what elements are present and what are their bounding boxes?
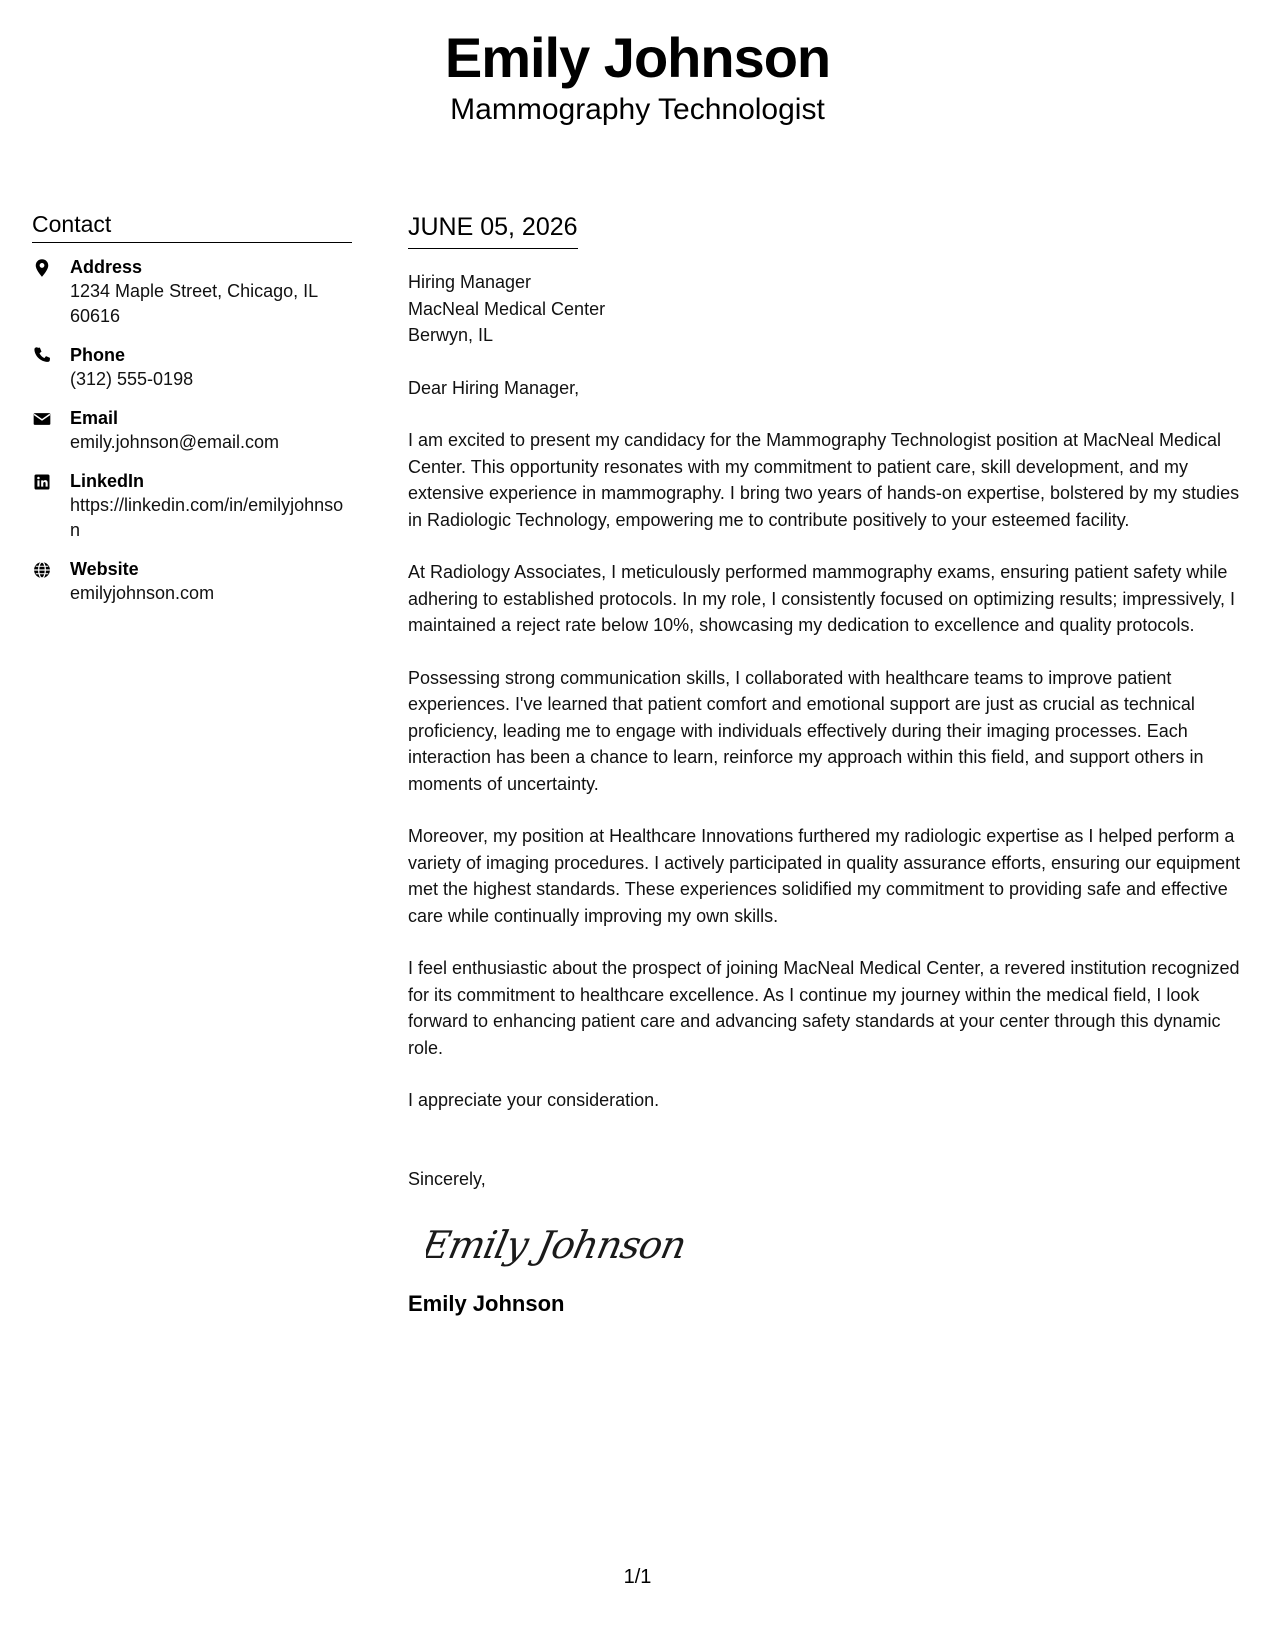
website-value[interactable]: emilyjohnson.com	[70, 583, 215, 603]
letter-date: JUNE 05, 2026	[408, 210, 578, 249]
paragraph: Possessing strong communication skills, I collaborated with healthcare teams to improve patient experiences. I've learned that patient comfort and emotional support are just as crucial as technical proficiency, leading me to engage with individuals effectively during their imaging processes. Each interaction has been a chance to learn, reinforce my approach within this field, and support others in moments of uncertainty.	[408, 667, 1204, 794]
paragraph: I feel enthusiastic about the prospect of joining MacNeal Medical Center, a revered institution recognized for its commitment to healthcare excellence. As I continue my journey within the medical field, I look forward to enhancing patient care and advancing safety standards at your center through this dynamic role.	[408, 958, 1240, 1058]
linkedin-icon	[32, 469, 70, 492]
signer-name: Emily Johnson	[408, 1291, 565, 1316]
letter-header	[0, 28, 1275, 128]
svg-text:Emily Johnson: Emily Johnson	[426, 1223, 686, 1268]
contact-website	[32, 557, 352, 606]
paragraph: I am excited to present my candidacy for the Mammography Technologist position at MacNeal Medical Center. This opportunity resonates with my commitment to patient care, skill development, and my extensive experience in mammography. I bring two years of hands-on expertise, bolstered by my studies in Radiologic Technology, empowering me to contribute positively to your esteemed facility.	[408, 430, 1240, 530]
contact-linkedin	[32, 469, 352, 543]
phone-icon	[32, 343, 70, 366]
recipient-location: Berwyn, IL	[408, 325, 494, 345]
phone-label: Phone	[70, 345, 126, 365]
map-pin-icon	[32, 255, 70, 278]
phone-value: (312) 555-0198	[70, 369, 194, 389]
paragraph: I appreciate your consideration.	[408, 1090, 660, 1110]
contact-phone	[32, 343, 352, 392]
recipient-name: Hiring Manager	[408, 272, 532, 292]
envelope-icon	[32, 406, 70, 429]
contact-list	[32, 255, 352, 606]
letter-body	[408, 210, 1248, 1318]
applicant-title: Mammography Technologist	[450, 93, 825, 126]
address-value: 1234 Maple Street, Chicago, IL 60616	[70, 281, 318, 326]
linkedin-label: LinkedIn	[70, 471, 145, 491]
paragraph: Moreover, my position at Healthcare Innovations furthered my radiologic expertise as I helped perform a variety of imaging procedures. I actively participated in quality assurance efforts, ensuring our equipment met the highest standards. These experiences solidified my commitment to providing safe and effective care while continually improving my own skills.	[408, 826, 1241, 926]
handwritten-signature	[426, 1210, 1248, 1280]
address-label: Address	[70, 257, 143, 277]
contact-sidebar	[32, 210, 352, 620]
paragraph: At Radiology Associates, I meticulously performed mammography exams, ensuring patient safety while adhering to established protocols. In my role, I consistently focused on optimizing results; impressively, I maintained a reject rate below 10%, showcasing my dedication to excellence and quality protocols.	[408, 562, 1236, 635]
linkedin-value[interactable]: https://linkedin.com/in/emilyjohnson	[70, 495, 344, 540]
closing: Sincerely,	[408, 1168, 486, 1189]
email-label: Email	[70, 408, 119, 428]
salutation: Dear Hiring Manager,	[408, 377, 580, 398]
recipient-block	[408, 269, 1248, 349]
globe-icon	[32, 557, 70, 580]
email-value[interactable]: emily.johnson@email.com	[70, 432, 280, 452]
contact-heading: Contact	[32, 210, 352, 243]
recipient-organization: MacNeal Medical Center	[408, 298, 606, 319]
contact-email	[32, 406, 352, 455]
website-label: Website	[70, 559, 139, 579]
applicant-name: Emily Johnson	[444, 26, 831, 89]
contact-address	[32, 255, 352, 329]
page-number: 1/1	[623, 1566, 652, 1588]
